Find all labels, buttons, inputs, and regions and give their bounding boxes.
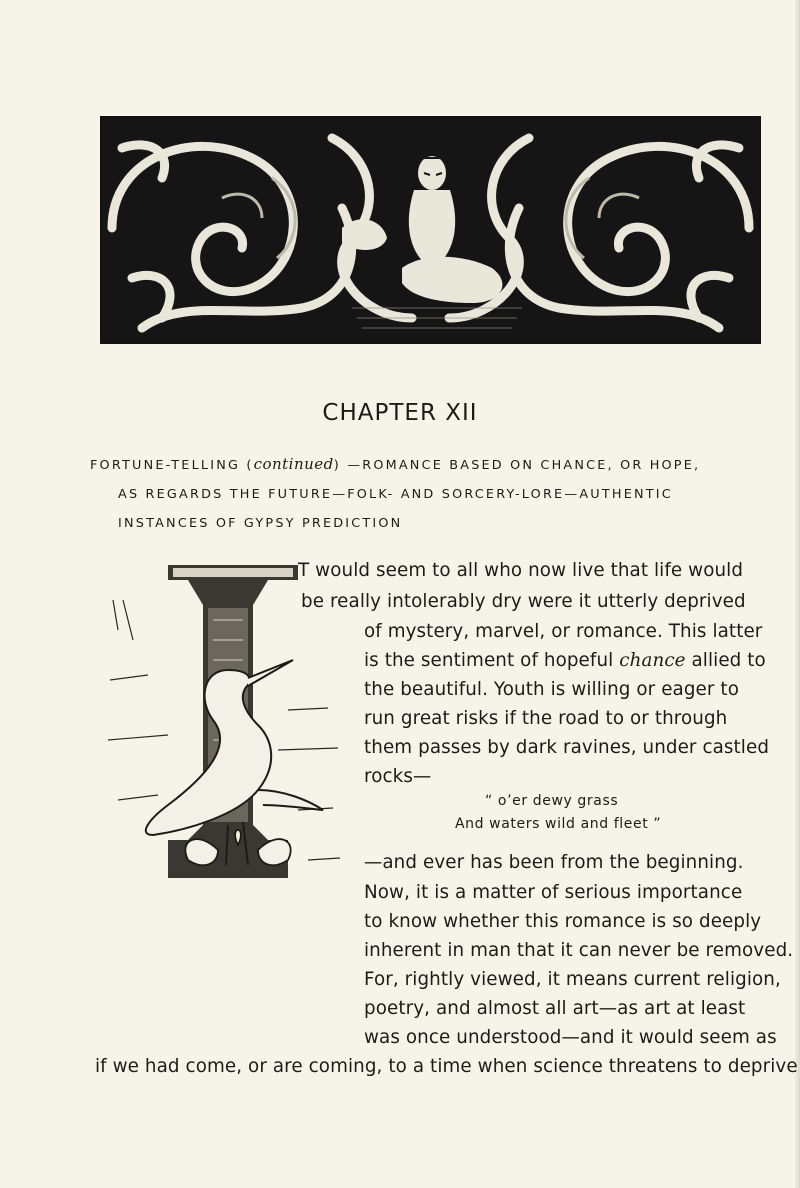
verse-line-2: And waters wild and fleet ”	[455, 816, 662, 832]
body-line-6: run great risks if the road to or through	[364, 708, 728, 729]
body-line-1: T would seem to all who now live that life would	[298, 560, 744, 581]
summary-continued-italic: continued	[253, 455, 334, 473]
body-line-16: if we had come, or are coming, to a time when science threatens to deprive	[95, 1056, 798, 1077]
body-line-4-end: allied to	[685, 650, 766, 671]
chapter-summary-line-1	[90, 455, 700, 473]
chapter-summary-line-3: INSTANCES OF GYPSY PREDICTION	[118, 516, 403, 531]
body-line-4	[364, 650, 766, 671]
body-line-13: For, rightly viewed, it means current religion,	[364, 969, 781, 990]
chance-italic: chance	[619, 650, 686, 671]
body-line-14: poetry, and almost all art—as art at least	[364, 998, 746, 1019]
body-line-5: the beautiful. Youth is willing or eager to	[364, 679, 739, 700]
chapter-summary-line-2: AS REGARDS THE FUTURE—FOLK- AND SORCERY-LORE—AUTHENTIC	[118, 487, 673, 502]
body-line-11: to know whether this romance is so deeply	[364, 911, 762, 932]
body-line-4-start: is the sentiment of hopeful	[364, 650, 620, 671]
body-line-10: Now, it is a matter of serious importance	[364, 882, 743, 903]
page-edge	[794, 0, 800, 1188]
body-line-7: them passes by dark ravines, under castled	[364, 737, 770, 758]
summary-line1-start: FORTUNE-TELLING (	[90, 458, 254, 473]
body-line-9: —and ever has been from the beginning.	[364, 852, 744, 873]
body-line-8: rocks—	[364, 766, 432, 787]
chapter-title: CHAPTER XII	[322, 400, 478, 426]
ornamental-headpiece	[100, 116, 761, 344]
body-line-15: was once understood—and it would seem as	[364, 1027, 777, 1048]
verse-line-1: “ o’er dewy grass	[485, 793, 619, 809]
headpiece-ornament-graphic	[102, 118, 759, 342]
body-line-12: inherent in man that it can never be removed.	[364, 940, 794, 961]
body-line-3: of mystery, marvel, or romance. This latter	[364, 621, 763, 642]
body-line-2: be really intolerably dry were it utterly deprived	[301, 591, 746, 612]
summary-line1-end: ) —ROMANCE BASED ON CHANCE, OR HOPE,	[333, 458, 701, 473]
